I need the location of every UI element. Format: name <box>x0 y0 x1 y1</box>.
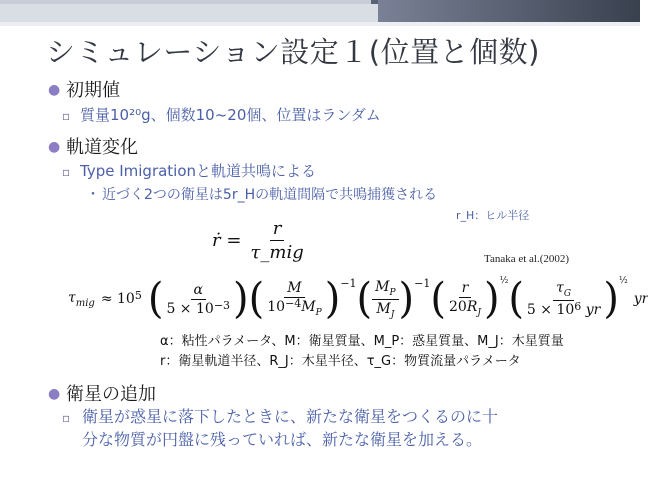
sub-orbit-label: Type Ⅰmigrationと軌道共鳴による <box>80 162 317 180</box>
bullet-orbit <box>48 133 138 159</box>
paren-close-icon: ) <box>603 274 619 324</box>
paren-open-icon: ( <box>248 274 265 324</box>
equation-rdot <box>212 218 307 263</box>
reference-citation: Tanaka et al.(2002) <box>484 253 570 265</box>
bullet-dot-icon: ● <box>48 386 61 402</box>
subsub-orbit-label: 近づく2つの衛星は5r_Hの軌道間隔で共鳴捕獲される <box>102 187 438 203</box>
paren-open-icon: ( <box>356 274 373 324</box>
legend-line-2: r：衛星軌道半径、R_J：木星半径、τ_G：物質流量パラメータ <box>160 354 521 369</box>
subsub-orbit <box>86 184 437 204</box>
bullet-addition-label: 衛星の追加 <box>66 384 156 405</box>
sub-orbit <box>62 160 316 181</box>
sub-initial <box>62 104 381 125</box>
tau-mig-lhs: $\tau_{mig}$ <box>68 289 95 309</box>
bullet-addition <box>48 380 156 406</box>
slide-title: シミュレーション設定１(位置と個数) <box>46 35 540 69</box>
square-bullet-icon: ▫ <box>62 109 71 123</box>
bullet-initial-label: 初期値 <box>66 80 120 101</box>
equation-rdot-fraction <box>247 218 306 263</box>
frac-alpha: $\frac{\alpha}{5 \times 10^{-3}}$ <box>166 281 231 317</box>
approx-sign: ≈ $10^5$ <box>100 289 142 307</box>
hill-radius-note: r_H：ヒル半径 <box>456 209 530 222</box>
equation-rdot-lhs: ṙ = <box>212 230 242 251</box>
frac-mass: $\frac{M}{10^{-4}M_P}$ <box>267 280 322 318</box>
frac-radius: $\frac{r}{20R_J}$ <box>448 280 481 318</box>
legend-line-1: α：粘性パラメータ、M：衛星質量、M_P：惑星質量、M_J：木星質量 <box>160 334 564 349</box>
sub-initial-label: 質量10²⁰g、個数10~20個、位置はランダム <box>80 106 381 124</box>
square-bullet-icon: ▫ <box>62 411 71 425</box>
paren-open-icon: ( <box>508 274 524 324</box>
dot-bullet-icon: ・ <box>86 187 100 203</box>
paren-close-icon: ) <box>398 274 415 324</box>
paren-open-icon: ( <box>147 274 164 324</box>
square-bullet-icon: ▫ <box>62 165 71 179</box>
sub-addition-line-1: 衛星が惑星に落下したときに、新たな衛星をつくるのに十 <box>82 407 499 426</box>
top-bar-dark-segment <box>378 0 640 22</box>
equation-rdot-num: r <box>270 218 285 241</box>
frac-planet-mass: $\frac{M_P}{M_J}$ <box>372 279 398 320</box>
bullet-dot-icon: ● <box>48 139 61 155</box>
frac-tau-g: $\frac{\tau_G}{5 \times 10^6 yr}$ <box>526 280 601 318</box>
equation-tau-mig: $\tau_{mig}$ ≈ $10^5$ ( $\frac{\alpha}{5 \times 10^{-3}}$ ) ( $\frac{M}{10^{-4}M_P}$ ) −1 ( $\frac{M_P}{M_J}$ ) −1 ( $\frac{r}{20R_J}$ ) ½ ( $\frac{\tau_G}{5 \times 10^6 yr}$ ) ½ yr <box>68 274 648 324</box>
paren-close-icon: ) <box>324 274 341 324</box>
paren-open-icon: ( <box>430 274 446 324</box>
unit-yr: yr <box>633 291 648 307</box>
paren-close-icon: ) <box>483 274 500 324</box>
bullet-orbit-label: 軌道変化 <box>66 137 138 158</box>
paren-close-icon: ) <box>233 274 249 324</box>
top-bar-stripe <box>0 22 640 26</box>
sub-addition <box>62 406 498 451</box>
bullet-initial <box>48 76 120 102</box>
sub-addition-line-2: 分な物質が円盤に残っていれば、新たな衛星を加える。 <box>82 430 483 449</box>
bullet-dot-icon: ● <box>48 82 61 98</box>
equation-rdot-den: τ_mig <box>250 242 304 263</box>
